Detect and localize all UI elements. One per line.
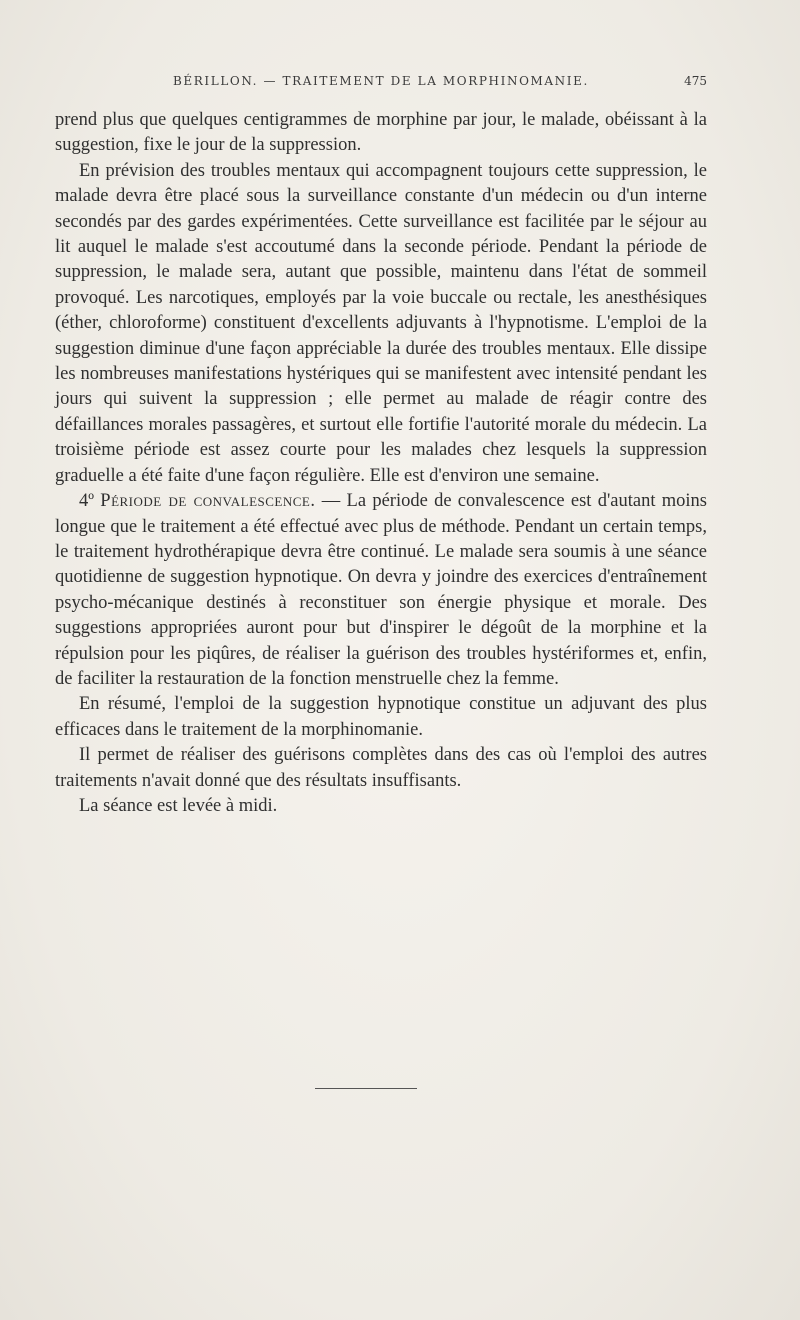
end-rule xyxy=(315,1088,417,1089)
paragraph: En prévision des troubles mentaux qui accompagnent toujours cette suppression, le malade devra être placé sous la surveillance constante d'un médecin ou d'un interne secondés par des gardes expérimentées. Cette surveillance est facilitée par le séjour au lit auquel le malade s'est accoutumé dans la seconde période. Pendant la période de suppression, le malade sera, autant que possible, maintenu dans l'état de sommeil provoqué. Les narcotiques, employés par la voie buccale ou rectale, les anesthésiques (éther, chloroforme) constituent d'excellents adjuvants à l'hypnotisme. L'emploi de la suggestion diminue d'une façon appréciable la durée des troubles mentaux. Elle dissipe les nombreuses manifestations hystériques qui se manifestent avec intensité pendant les jours qui suivent la suppression ; elle permet au malade de réagir contre des défaillances morales passagères, et surtout elle fortifie l'autorité morale du médecin. La troisième période est assez courte pour les malades chez lesquels la suppression graduelle a été faite d'une façon régulière. Elle est d'environ une semaine. xyxy=(55,160,707,486)
section-text: — La période de convalescence est d'autant moins longue que le traitement a été effectué avec plus de méthode. Pendant un certain temps, le traitement hydrothérapique devra être continué. Le malade sera soumis à une séance quotidienne de suggestion hypnotique. On devra y joindre des exercices d'entraînement psycho-mécanique destinés à reconstituer son énergie physique et morale. Des suggestions appropriées auront pour but d'inspirer le dégoût de la morphine et la répulsion pour les piqûres, de réaliser la guérison des troubles hystériformes et, enfin, de faciliter la restauration de la fonction menstruelle chez la femme. xyxy=(55,491,707,689)
section-number: 4º xyxy=(79,491,94,512)
section-paragraph xyxy=(55,489,707,692)
section-heading: Période de convalescence. xyxy=(100,491,316,512)
running-head: BÉRILLON. — TRAITEMENT DE LA MORPHINOMANIE. xyxy=(173,74,589,88)
paragraph: prend plus que quelques centigrammes de morphine par jour, le malade, obéissant à la suggestion, fixe le jour de la suppression. xyxy=(55,110,707,156)
paragraph: En résumé, l'emploi de la suggestion hypnotique constitue un adjuvant des plus efficaces dans le traitement de la morphinomanie. xyxy=(55,694,707,740)
body-text xyxy=(55,108,707,819)
paragraph: Il permet de réaliser des guérisons complètes dans des cas où l'emploi des autres traitements n'avait donné que des résultats insuffisants. xyxy=(55,745,707,791)
page-header xyxy=(55,74,707,94)
paragraph: La séance est levée à midi. xyxy=(79,795,278,816)
page-number: 475 xyxy=(684,74,707,88)
